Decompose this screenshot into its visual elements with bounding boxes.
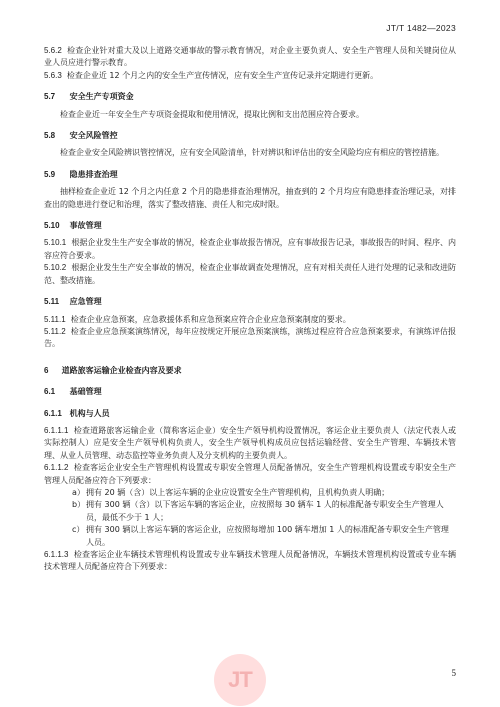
- clause-6-1-1-2: [44, 462, 456, 487]
- clause-6-1-1-1: [44, 425, 456, 462]
- body-5-7: 检查企业近一年安全生产专项资金提取和使用情况，提取比例和支出范围应符合要求。: [60, 109, 364, 119]
- heading-title: 基础管理: [69, 387, 102, 397]
- heading-number: 6: [44, 365, 49, 375]
- heading-number: 6.1: [44, 387, 56, 397]
- heading-6-1: [44, 386, 456, 398]
- list-label: b）: [72, 500, 86, 510]
- clause-number: 5.10.2: [44, 263, 67, 273]
- clause-text: 检查客运企业安全生产管理机构设置或专职安全管理人员配备情况，安全生产管理机构设置或专职安全生产管理人员配备应符合下列要求：: [44, 463, 456, 485]
- heading-number: 5.7: [44, 92, 56, 102]
- heading-6-1-1: [44, 408, 456, 420]
- clause-text: 检查企业针对重大及以上道路交通事故的警示教育情况，对企业主要负责人、安全生产管理人员和关键岗位从业人员应进行警示教育。: [44, 46, 456, 68]
- body-5-8: 检查企业安全风险辨识管控情况，应有安全风险清单，针对辨识和评估出的安全风险均应有相应的管控措施。: [60, 148, 444, 158]
- clause-number: 6.1.1.1: [44, 425, 69, 435]
- clause-text: 根据企业发生生产安全事故的情况，检查企业事故调查处理情况，应有对相关责任人进行处理的记录和改进防范、整改措施。: [44, 263, 456, 285]
- heading-5-11: [44, 296, 456, 308]
- clause-text: 检查企业应急预案演练情况，每年应按规定开展应急预案演练，演练过程应符合应急预案要求，有演练评估报告。: [44, 326, 456, 349]
- heading-title: 安全生产专项资金: [69, 92, 134, 102]
- heading-number: 5.10: [44, 221, 60, 231]
- clause-number: 5.11.1: [44, 314, 66, 324]
- clause-text: 检查企业应急预案，应急救援体系和应急预案应符合企业应急预案制度的要求。: [70, 314, 351, 324]
- body-5-9: 抽样检查企业近 12 个月之内任意 2 个月的隐患排查治理情况，抽查到的 2 个月均应有隐患排查治理记录，对排查出的隐患进行登记和治理，落实了整改措施、责任人和完成时限。: [44, 187, 456, 209]
- clause-5-11-1: [44, 314, 456, 326]
- list-item-c: [44, 524, 456, 549]
- list-label: c）: [72, 525, 85, 535]
- clause-5-10-1: [44, 237, 456, 262]
- heading-title: 应急管理: [69, 297, 102, 307]
- list-text: 拥有 300 辆以上客运车辆的客运企业，应按照每增加 100 辆车增加 1 人的标准配备专职安全生产管理人员。: [86, 525, 449, 547]
- heading-title: 事故管理: [69, 221, 102, 231]
- clause-number: 5.11.2: [44, 326, 66, 336]
- clause-text: 检查企业近 12 个月之内的安全生产宣传情况，应有安全生产宣传记录并定期进行更新。: [66, 70, 379, 80]
- clause-5-10-2: [44, 262, 456, 287]
- clause-text: 检查客运企业车辆技术管理机构设置或专业车辆技术管理人员配备情况，车辆技术管理机构设置或专业车辆技术管理人员配备应符合下列要求：: [44, 550, 456, 572]
- list-item-a: [44, 487, 456, 499]
- standard-code: JT/T 1482—2023: [386, 23, 456, 33]
- heading-number: 5.8: [44, 131, 56, 141]
- clause-number: 6.1.1.2: [44, 463, 69, 473]
- heading-5-7: [44, 91, 456, 103]
- clause-number: 6.1.1.3: [44, 550, 69, 559]
- clause-text: 检查道路旅客运输企业（简称客运企业）安全生产领导机构设置情况，客运企业主要负责人（法定代表人或实际控制人）应是安全生产领导机构负责人，安全生产领导机构成员应包括运输经营、安全生产管理、车辆技术管理、从业人员管理、动态监控等业务负责人及分支机构的主要负责人。: [44, 425, 456, 460]
- clause-number: 5.6.3: [44, 70, 62, 80]
- heading-title: 安全风险管控: [69, 131, 118, 141]
- heading-6: [44, 365, 456, 377]
- heading-5-8: [44, 130, 456, 142]
- heading-number: 6.1.1: [44, 408, 62, 418]
- clause-text: 根据企业发生生产安全事故的情况，检查企业事故报告情况，应有事故报告记录，事故报告的时间、程序、内容应符合要求。: [44, 238, 456, 260]
- list-label: a）: [72, 487, 85, 497]
- page-content: [44, 45, 456, 574]
- clause-5-6-3: [44, 70, 456, 82]
- watermark-text: JT: [228, 667, 252, 692]
- clause-number: 5.10.1: [44, 238, 67, 248]
- heading-title: 机构与人员: [69, 408, 110, 418]
- page-number: 5: [451, 668, 456, 678]
- heading-5-10: [44, 220, 456, 232]
- list-text: 拥有 20 辆（含）以上客运车辆的企业应设置安全生产管理机构，且机构负责人明确；: [86, 487, 390, 497]
- clause-5-11-2: [44, 326, 456, 351]
- heading-title: 道路旅客运输企业检查内容及要求: [61, 365, 182, 375]
- heading-number: 5.11: [44, 297, 60, 307]
- heading-title: 隐患排查治理: [69, 169, 118, 179]
- clause-5-6-2: [44, 45, 456, 70]
- watermark-logo: [214, 654, 266, 706]
- heading-number: 5.9: [44, 169, 56, 179]
- heading-5-9: [44, 169, 456, 181]
- list-item-b: [44, 499, 456, 524]
- clause-number: 5.6.2: [44, 46, 62, 55]
- clause-6-1-1-3: [44, 549, 456, 574]
- list-text: 拥有 300 辆（含）以下客运车辆的客运企业，应按照每 30 辆车 1 人的标准配备专职安全生产管理人员，最低不少于 1 人；: [86, 500, 444, 522]
